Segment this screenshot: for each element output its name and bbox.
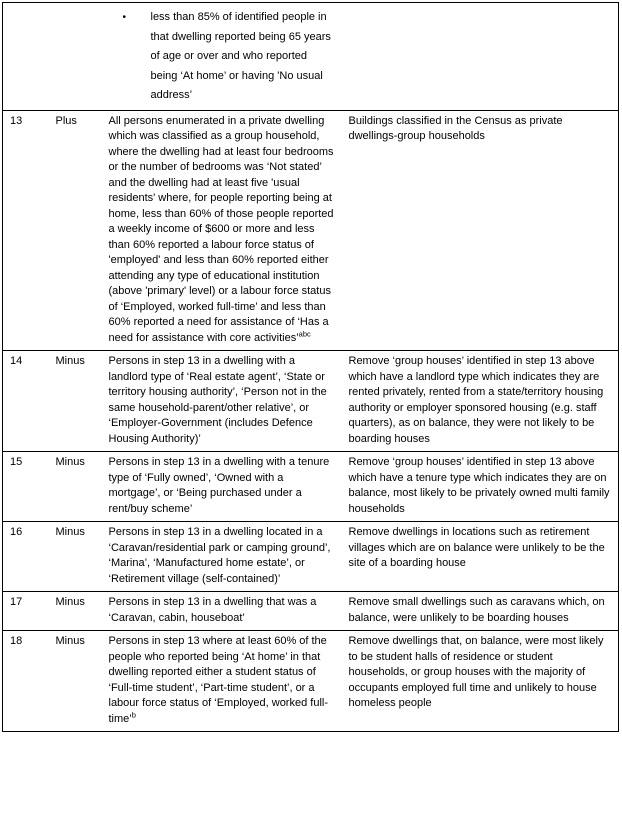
step-number: 18 — [10, 635, 23, 647]
table-row-step-15 — [3, 452, 619, 522]
operation-cell — [49, 592, 102, 631]
description-cell — [102, 452, 342, 522]
table-row-step-17 — [3, 592, 619, 631]
explanation-cell — [342, 522, 619, 592]
description-cell — [102, 592, 342, 631]
description-cell — [102, 631, 342, 732]
step-number: 17 — [10, 596, 23, 608]
explanation-text: Remove ‘group houses’ identified in step 13 above which have a tenure type which indicates they are on balance, most likely to be privately owned multi family households — [348, 456, 610, 515]
operation-label: Minus — [55, 456, 85, 468]
explanation-text: Remove dwellings that, on balance, were most likely to be student halls of residence or student households, or group houses with the majority of occupants employed full time and unlikely to house homeless people — [348, 635, 604, 709]
description-cell — [102, 522, 342, 592]
operation-label: Minus — [55, 635, 85, 647]
step-cell — [3, 3, 49, 111]
description-text: Persons in step 13 in a dwelling with a tenure type of ‘Fully owned’, ‘Owned with a mortgage’, or ‘Being purchased under a rent/buy scheme’ — [108, 456, 330, 515]
operation-cell — [49, 631, 102, 732]
step-cell — [3, 351, 49, 452]
bullet-list-item — [109, 8, 336, 106]
footnote-marker: abc — [298, 328, 311, 338]
operation-cell — [49, 351, 102, 452]
step-number: 14 — [10, 355, 23, 367]
table-row-continuation — [3, 3, 619, 111]
table-row-step-18 — [3, 631, 619, 732]
explanation-cell — [342, 452, 619, 522]
footnote-marker: b — [131, 709, 136, 719]
step-cell — [3, 631, 49, 732]
operation-cell — [49, 110, 102, 351]
explanation-text: Remove ‘group houses’ identified in step 13 above which have a landlord type which indicates they are rented privately, rented from a state/territory housing authority or employer sponsored housing (e.g. staff quarters), as on balance, they were not likely to be boarding houses — [348, 355, 604, 445]
explanation-text: Buildings classified in the Census as private dwellings-group households — [348, 114, 563, 142]
explanation-cell — [342, 592, 619, 631]
step-number: 16 — [10, 526, 23, 538]
operation-label: Minus — [55, 526, 85, 538]
description-text: Persons in step 13 where at least 60% of the people who reported being ‘At home’ in that dwelling reported either a student status of ‘Full-time student’, ‘Part-time student’, or a labour force status of ‘Employed, worked full-time’ — [108, 635, 328, 725]
explanation-cell — [342, 631, 619, 732]
table-row-step-13 — [3, 110, 619, 351]
operation-cell — [49, 3, 102, 111]
explanation-cell — [342, 110, 619, 351]
step-cell — [3, 110, 49, 351]
explanation-text: Remove small dwellings such as caravans which, on balance, were unlikely to be boarding houses — [348, 596, 605, 624]
operation-label: Minus — [55, 596, 85, 608]
step-cell — [3, 452, 49, 522]
description-text: Persons in step 13 in a dwelling located in a ‘Caravan/residential park or camping ground’, ‘Marina’, ‘Manufactured home estate’, or ‘Retirement village (self-contained)’ — [108, 526, 331, 585]
bullet-item-text: less than 85% of identified people in that dwelling reported being 65 years of age or over and who reported being ‘At home’ or having 'No usual address’ — [150, 11, 331, 101]
description-text: Persons in step 13 in a dwelling that was a ‘Caravan, cabin, houseboat’ — [108, 596, 317, 624]
step-cell — [3, 592, 49, 631]
explanation-cell — [342, 351, 619, 452]
operation-cell — [49, 452, 102, 522]
description-cell — [102, 351, 342, 452]
description-text: Persons in step 13 in a dwelling with a landlord type of ‘Real estate agent’, ‘State or territory housing authority’, ‘Person not in the same household-parent/other relative’, or ‘Employer-Government (includes Defence Housing Authority)’ — [108, 355, 327, 445]
step-number: 15 — [10, 456, 23, 468]
description-text: All persons enumerated in a private dwelling which was classified as a group household, where the dwelling had at least four bedrooms or the number of bedrooms was ‘Not stated’ and the dwelling had at least five 'usual residents' where, for people reporting being at home, less than 60% of those people reported a weekly income of $600 or more and less than 60% reported a labour force status of 'employed' and less than 60% reported either attending any type of educational institution (above 'primary' level) or a labour force status of ‘Employed, worked full-time’ and less than 60% reported a need for assistance of ‘Has a need for assistance with core activities’ — [108, 114, 334, 344]
operation-label: Plus — [55, 114, 77, 127]
operation-cell — [49, 522, 102, 592]
bullet-icon: • — [122, 12, 127, 23]
description-cell — [102, 110, 342, 351]
explanation-text: Remove dwellings in locations such as retirement villages which are on balance were unlikely to be the site of a boarding house — [348, 526, 605, 569]
table-row-step-16 — [3, 522, 619, 592]
explanation-cell — [342, 3, 619, 111]
table-row-step-14 — [3, 351, 619, 452]
census-boarding-house-steps-table — [2, 2, 619, 732]
step-cell — [3, 522, 49, 592]
description-cell — [102, 3, 342, 111]
operation-label: Minus — [55, 355, 85, 367]
step-number: 13 — [10, 114, 23, 127]
